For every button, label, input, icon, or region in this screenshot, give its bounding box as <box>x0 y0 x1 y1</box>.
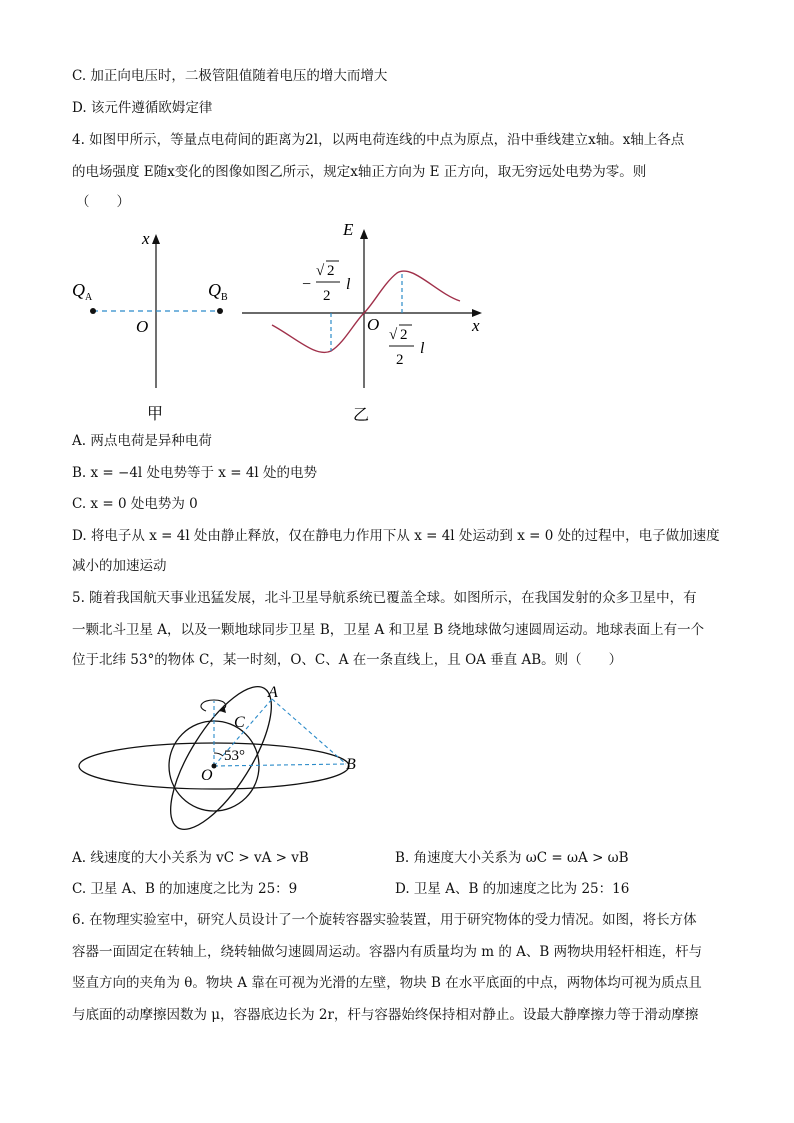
q4-figure-yi <box>236 213 496 423</box>
q5-option-c: C. 卫星 A、B 的加速度之比为 25：9 <box>72 881 298 897</box>
q3-option-d: D. 该元件遵循欧姆定律 <box>72 100 213 116</box>
charge-qb-label: $Q_B$ <box>208 280 228 303</box>
q5-satellite-figure <box>76 683 376 843</box>
svg-text:2: 2 <box>400 327 408 343</box>
svg-text:2: 2 <box>327 263 335 279</box>
sqrt2-over-2-label <box>389 325 425 368</box>
q4-option-d-line2: 减小的加速运动 <box>72 558 167 574</box>
q4-stem-line1: 4. 如图甲所示，等量点电荷间的距离为2l，以两电荷连线的中点为原点，沿中垂线建立x轴。x轴上各点 <box>72 132 685 148</box>
charge-qa-label: $Q_A$ <box>72 280 93 303</box>
q4-option-c: C. x = 0 处电势为 0 <box>72 496 198 512</box>
svg-text:l: l <box>420 340 425 357</box>
e-field-curve <box>272 271 460 352</box>
jia-caption: 甲 <box>147 404 164 423</box>
label-o: O <box>201 767 213 784</box>
yi-caption: 乙 <box>353 405 370 424</box>
q5-option-a: A. 线速度的大小关系为 vC > vA > vB <box>72 850 309 866</box>
svg-text:2: 2 <box>323 288 331 304</box>
q5-stem-line3: 位于北纬 53°的物体 C，某一时刻，O、C、A 在一条直线上，且 OA 垂直 AB。则（ ） <box>72 652 623 668</box>
label-a: A <box>268 684 278 701</box>
charge-qb-dot <box>217 308 223 314</box>
angle-arc <box>214 753 223 756</box>
svg-text:√: √ <box>389 327 398 343</box>
q6-line2: 容器一面固定在转轴上，绕转轴做匀速圆周运动。容器内有质量均为 m 的 A、B 两物块用轻杆相连，杆与 <box>72 944 703 960</box>
angle-53-label: 53° <box>224 748 245 764</box>
q4-option-a: A. 两点电荷是异种电荷 <box>72 433 212 449</box>
jia-origin-label: O <box>136 317 149 336</box>
q6-line3: 竖直方向的夹角为 θ。物块 A 靠在可视为光滑的左壁，物块 B 在水平底面的中点，两物体均可视为质点且 <box>72 975 702 991</box>
q4-option-d-line1: D. 将电子从 x = 4l 处由静止释放，仅在静电力作用下从 x = 4l 处运动到 x = 0 处的过程中，电子做加速度 <box>72 528 720 544</box>
label-c: C <box>234 714 245 731</box>
line-o-b <box>214 764 346 766</box>
svg-text:−: − <box>302 276 312 293</box>
q6-line1: 6. 在物理实验室中，研究人员设计了一个旋转容器实验装置，用于研究物体的受力情况。如图，将长方体 <box>72 912 697 928</box>
svg-text:l: l <box>346 276 351 293</box>
svg-text:2: 2 <box>396 352 404 368</box>
yi-x-axis-label: x <box>472 316 480 335</box>
charge-qa-dot <box>90 308 96 314</box>
yi-e-axis-label: E <box>343 220 354 239</box>
q3-option-c: C. 加正向电压时，二极管阻值随着电压的增大而增大 <box>72 68 388 84</box>
yi-origin-label: O <box>367 315 380 334</box>
line-a-b <box>272 699 346 764</box>
label-b: B <box>346 756 356 773</box>
q5-option-b: B. 角速度大小关系为 ωC = ωA > ωB <box>395 850 629 866</box>
svg-text:√: √ <box>316 263 325 279</box>
q4-option-b: B. x = −4l 处电势等于 x = 4l 处的电势 <box>72 465 318 481</box>
jia-x-axis-label: x <box>142 229 150 248</box>
q5-option-d: D. 卫星 A、B 的加速度之比为 25：16 <box>395 881 630 897</box>
q5-stem-line2: 一颗北斗卫星 A，以及一颗地球同步卫星 B，卫星 A 和卫星 B 绕地球做匀速圆周运动。地球表面上有一个 <box>72 622 705 638</box>
q5-stem-line1: 5. 随着我国航天事业迅猛发展，北斗卫星导航系统已覆盖全球。如图所示，在我国发射的众多卫星中，有 <box>72 590 697 606</box>
jia-x-axis-arrow <box>152 234 160 244</box>
q4-answer-bracket: （ ） <box>76 194 130 210</box>
neg-sqrt2-over-2-label <box>302 261 351 304</box>
q4-stem-line2: 的电场强度 E随x变化的图像如图乙所示，规定x轴正方向为 E 正方向，取无穷远处电势为零。则 <box>72 164 647 180</box>
q6-line4: 与底面的动摩擦因数为 μ，容器底边长为 2r，杆与容器始终保持相对静止。设最大静摩擦力等于滑动摩擦 <box>72 1007 699 1023</box>
yi-e-axis-arrow <box>360 229 368 239</box>
